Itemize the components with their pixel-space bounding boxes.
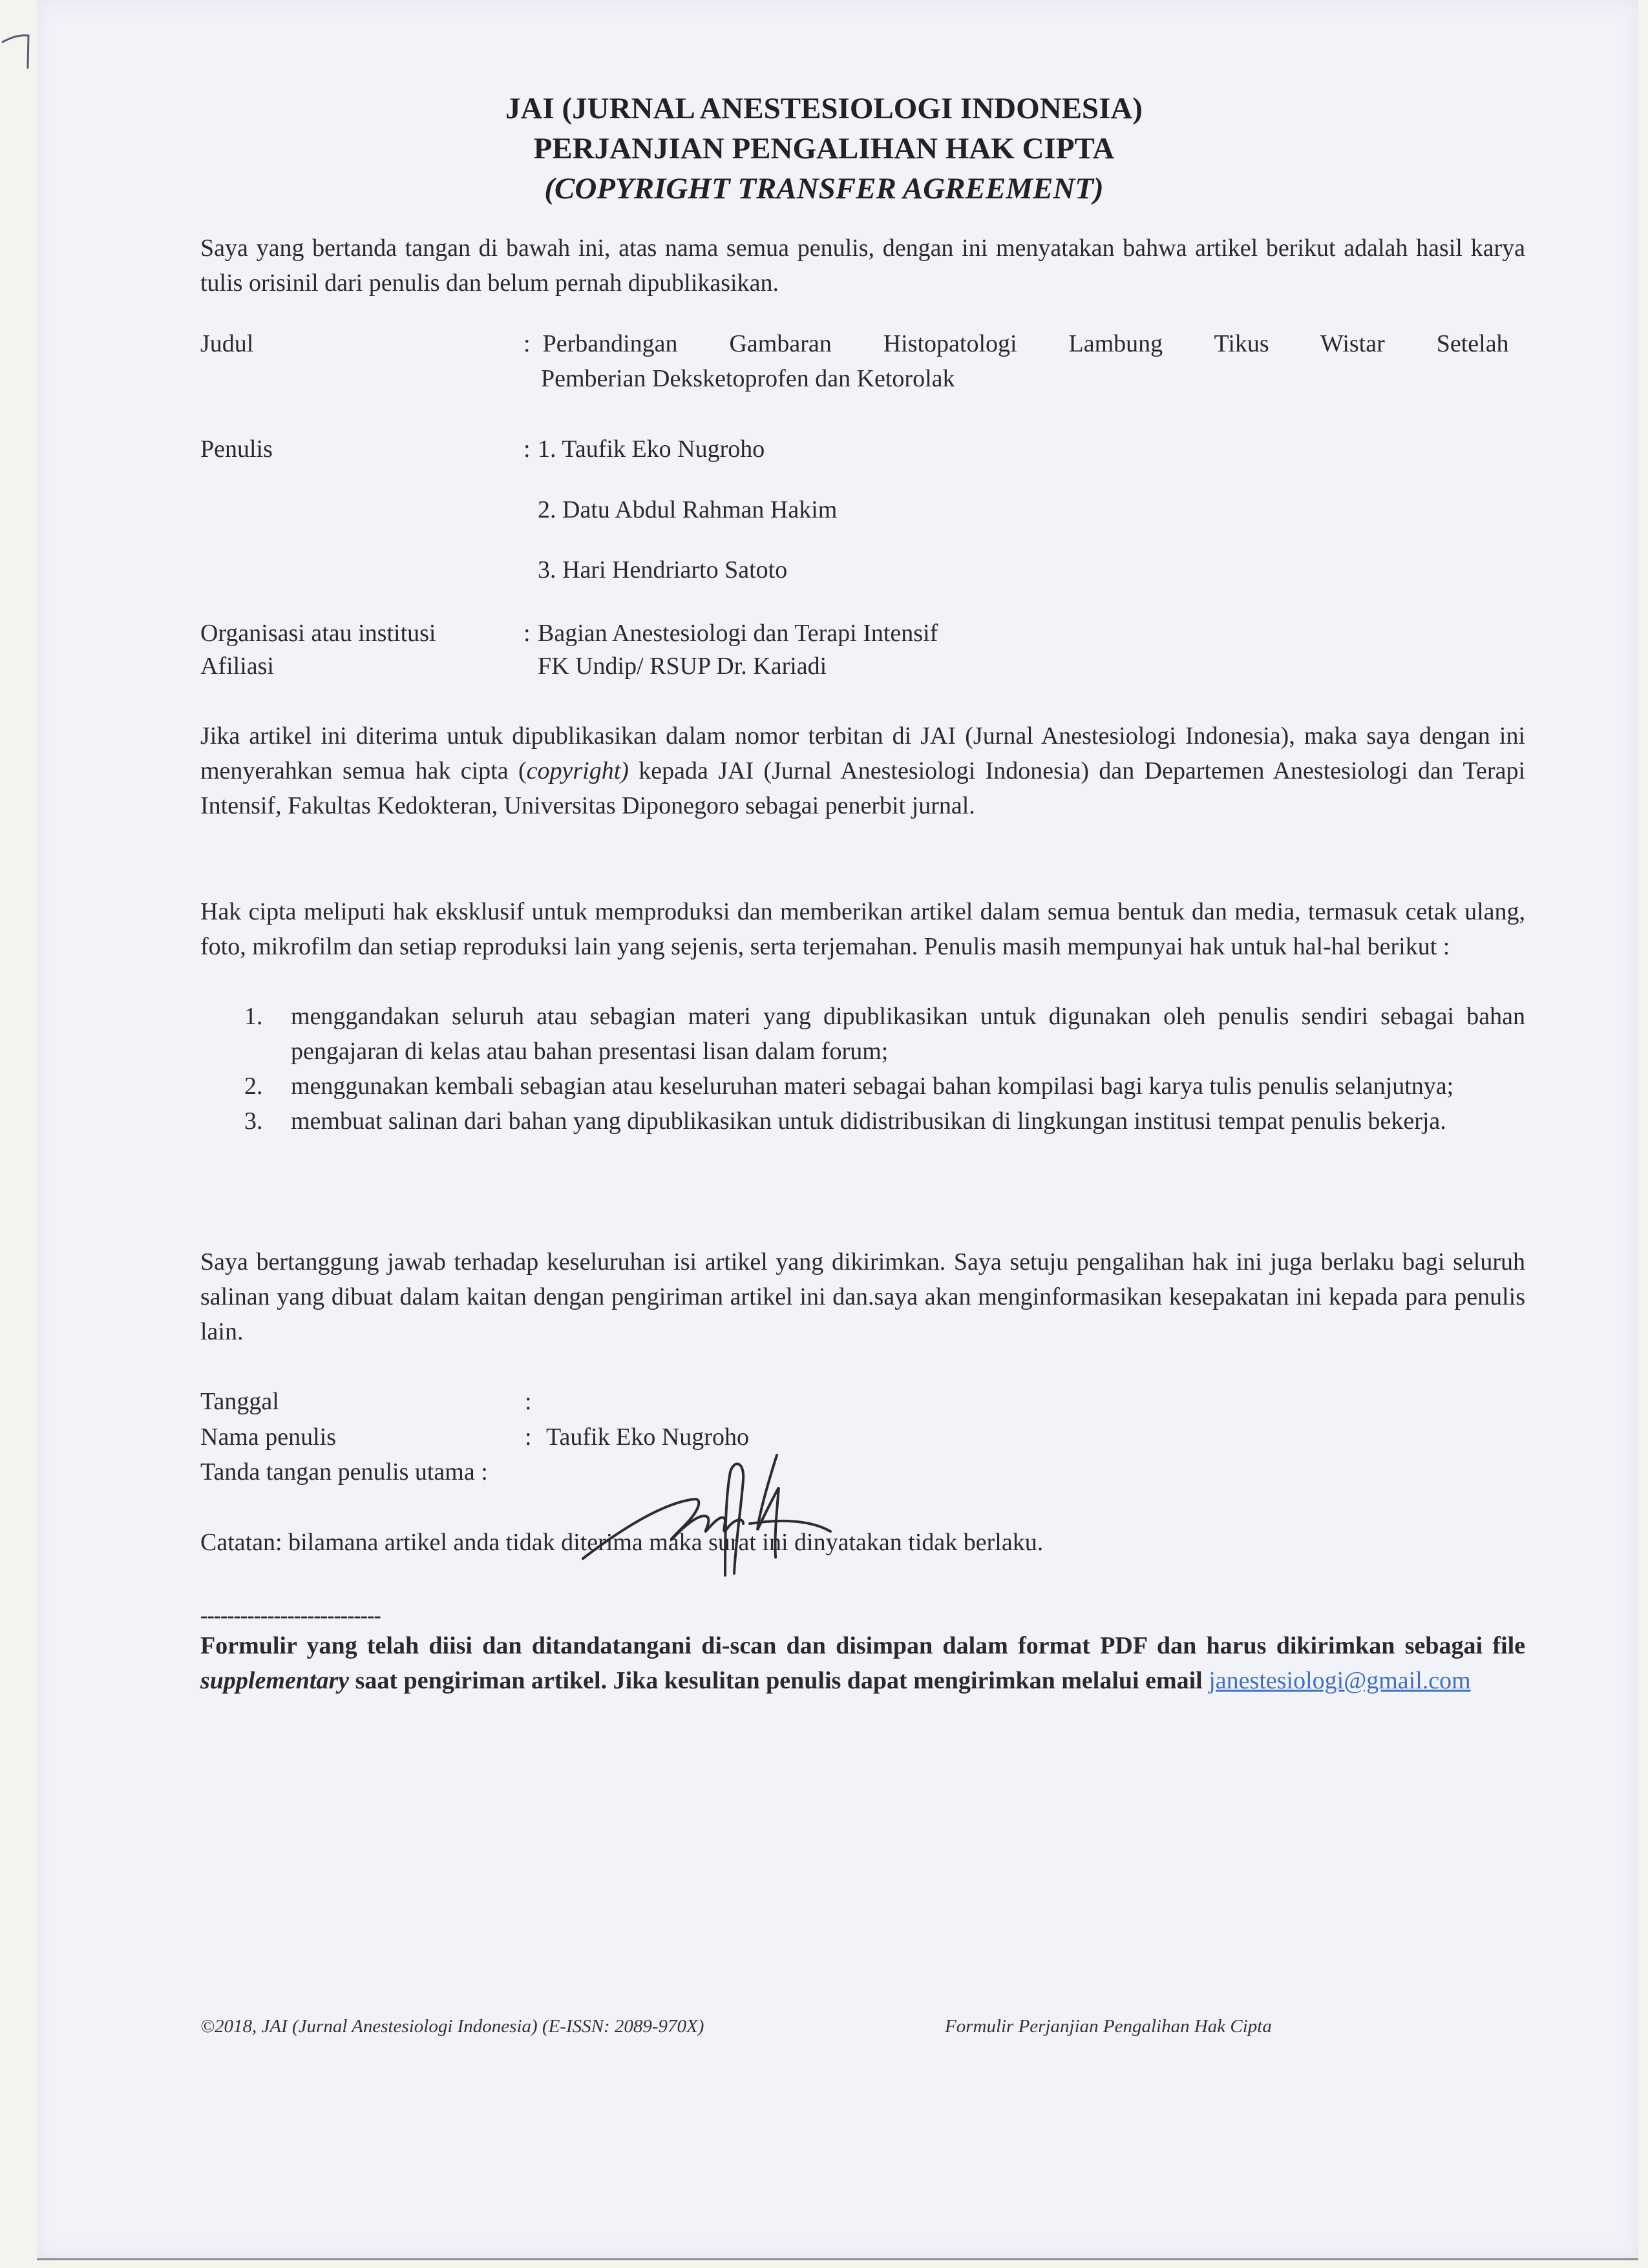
author-3: 3. Hari Hendriarto Satoto	[538, 556, 788, 583]
copyright-term: copyright)	[526, 757, 629, 784]
list-text: menggandakan seluruh atau sebagian materi yang dipublikasikan untuk digunakan oleh penulis sendiri sebagai bahan pengajaran di kelas atau bahan presentasi lisan dalam forum;	[291, 1003, 1525, 1065]
journal-title: JAI (JURNAL ANESTESIOLOGI INDONESIA)	[505, 92, 1143, 125]
pen-mark-icon	[0, 29, 32, 74]
rights-list	[200, 999, 1525, 1139]
author-2: 2. Datu Abdul Rahman Hakim	[538, 496, 838, 523]
rights-list-item	[200, 1104, 1525, 1139]
judul-colon: :	[523, 330, 531, 357]
publication-text-end: kepada JAI (Jurnal Anestesiologi Indonesia) dan Departemen Anestesiologi dan Terapi Intensif, Fakultas Kedokteran, Universitas Diponegoro sebagai penerbit jurnal.	[200, 757, 1525, 819]
nama-penulis-label: Nama penulis	[200, 1423, 337, 1451]
org-label: Organisasi atau institusi	[200, 620, 436, 647]
org-value-line1: Bagian Anestesiologi dan Terapi Intensif	[538, 620, 938, 647]
afiliasi-label: Afiliasi	[200, 653, 274, 680]
agreement-subtitle: (COPYRIGHT TRANSFER AGREEMENT)	[544, 172, 1104, 205]
intro-paragraph: Saya yang bertanda tangan di bawah ini, atas nama semua penulis, dengan ini menyatakan bahwa artikel berikut adalah hasil karya tulis orisinil dari penulis dan belum pernah dipublikasikan.	[200, 235, 1525, 297]
judul-label: Judul	[200, 330, 254, 357]
rights-list-item	[200, 1069, 1525, 1104]
agreement-title: PERJANJIAN PENGALIHAN HAK CIPTA	[533, 132, 1115, 165]
list-number: 2.	[244, 1073, 263, 1100]
tanggal-colon: :	[525, 1388, 532, 1415]
supplementary-term: supplementary	[200, 1667, 350, 1694]
list-text: menggunakan kembali sebagian atau keseluruhan materi sebagai bahan kompilasi bagi karya tulis penulis selanjutnya;	[291, 1073, 1454, 1100]
judul-line2: Pemberian Deksketoprofen dan Ketorolak	[541, 365, 955, 392]
responsibility-paragraph: Saya bertanggung jawab terhadap keseluruhan isi artikel yang dikirimkan. Saya setuju pengalihan hak ini juga berlaku bagi seluruh salinan yang dibuat dalam kaitan dengan pengiriman artikel ini dan.saya akan menginformasikan kesepakatan ini kepada para penulis lain.	[200, 1248, 1525, 1345]
list-number: 3.	[244, 1108, 263, 1135]
rights-list-item	[200, 999, 1525, 1069]
tanggal-label: Tanggal	[200, 1388, 279, 1415]
email-link[interactable]: janestesiologi@gmail.com	[1209, 1667, 1471, 1694]
footer-copyright: ©2018, JAI (Jurnal Anestesiologi Indonesia) (E-ISSN: 2089-970X)	[200, 2016, 704, 2037]
submission-notice	[200, 1628, 1525, 1698]
separator-line: ---------------------------	[200, 1604, 381, 1628]
penulis-label: Penulis	[200, 436, 273, 463]
list-number: 1.	[244, 1003, 263, 1030]
judul-value	[523, 326, 1525, 396]
catatan-note: Catatan: bilamana artikel anda tidak diterima maka surat ini dinyatakan tidak berlaku.	[200, 1529, 1044, 1556]
nama-colon: :	[525, 1423, 532, 1451]
author-1: 1. Taufik Eko Nugroho	[538, 436, 765, 463]
list-text: membuat salinan dari bahan yang dipublikasikan untuk didistribusikan di lingkungan institusi tempat penulis bekerja.	[291, 1108, 1446, 1135]
publication-text-start: Jika artikel ini diterima untuk dipublikasikan dalam nomor terbitan di JAI (Jurnal Anestesiologi Indonesia), maka saya dengan ini menyerahkan semua hak cipta (	[200, 722, 1525, 784]
publication-paragraph	[200, 719, 1525, 823]
org-value-line2: FK Undip/ RSUP Dr. Kariadi	[538, 653, 827, 680]
tanda-tangan-label: Tanda tangan penulis utama :	[200, 1458, 488, 1486]
rights-paragraph: Hak cipta meliputi hak eksklusif untuk memproduksi dan memberikan artikel dalam semua bentuk dan media, termasuk cetak ulang, foto, mikrofilm dan setiap reproduksi lain yang sejenis, serta terjemahan. Penulis masih mempunyai hak untuk hal-hal berikut :	[200, 898, 1525, 960]
footer-form-name: Formulir Perjanjian Pengalihan Hak Cipta	[945, 2016, 1272, 2037]
penulis-colon: :	[523, 436, 531, 463]
notice-text-end: saat pengiriman artikel. Jika kesulitan penulis dapat mengirimkan melalui email	[349, 1667, 1209, 1694]
nama-penulis-value: Taufik Eko Nugroho	[546, 1423, 749, 1451]
org-colon: :	[523, 620, 531, 647]
judul-line1: Perbandingan Gambaran Histopatologi Lambung Tikus Wistar Setelah	[542, 330, 1509, 357]
notice-text-start: Formulir yang telah diisi dan ditandatangani di-scan dan disimpan dalam format PDF dan harus dikirimkan sebagai file	[200, 1632, 1525, 1659]
